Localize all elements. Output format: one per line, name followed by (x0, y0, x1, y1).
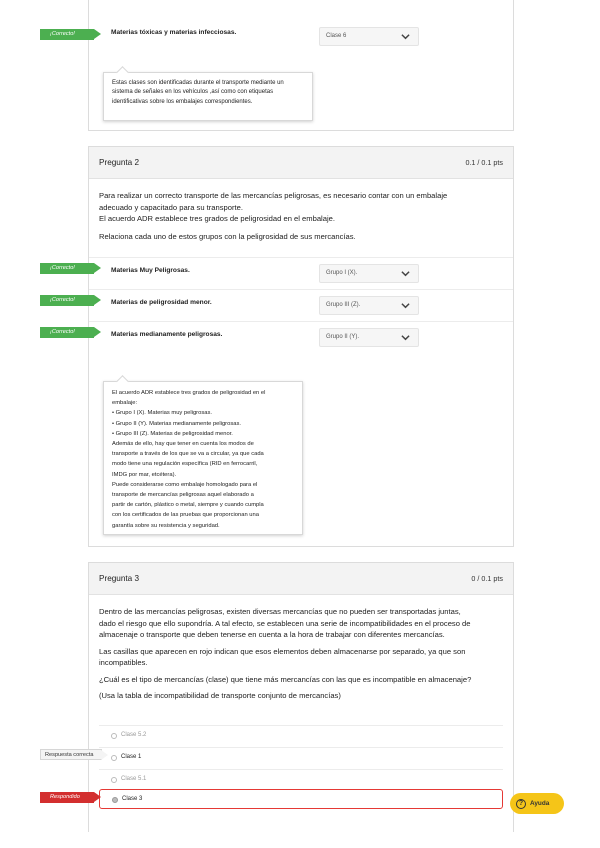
feedback-line: • Grupo II (Y). Materias medianamente peligrosas. (112, 420, 241, 427)
answered-tag: Respondido (40, 792, 94, 803)
question-text: ¿Cuál es el tipo de mercancías (clase) que tiene más mercancías con las que es incompatible en almacenaje? (99, 674, 472, 684)
question-text: dado el riesgo que ello supondría. A tal efecto, se establecen una serie de incompatibilidades en el proceso de (99, 618, 471, 628)
feedback-line: transporte de mercancías peligrosas aquel elaborado a (112, 492, 254, 499)
match-select[interactable] (319, 264, 419, 283)
match-row (89, 289, 513, 319)
match-row-label: Materias de peligrosidad menor. (111, 299, 212, 306)
correct-tag: ¡Correcto! (40, 295, 94, 306)
question-text: adecuado y capacitado para su transporte. (99, 202, 243, 212)
correct-tag: ¡Correcto! (40, 327, 94, 338)
answer-option[interactable] (99, 747, 503, 768)
match-select-value: Grupo II (Y). (326, 334, 360, 340)
chevron-down-icon (401, 269, 410, 278)
feedback-box (103, 381, 303, 535)
match-select[interactable] (319, 328, 419, 347)
feedback-line: embalaje: (112, 400, 138, 407)
feedback-line: • Grupo I (X). Materias muy peligrosas. (112, 410, 212, 417)
match-select-value: Clase 6 (326, 33, 347, 39)
question-text: El acuerdo ADR establece tres grados de peligrosidad en el embalaje. (99, 214, 335, 223)
match-select-value: Grupo I (X). (326, 270, 358, 276)
answer-option-label: Clase 5.2 (121, 732, 147, 738)
question-header (89, 147, 513, 179)
feedback-line: IMDG por mar, etcétera). (112, 471, 177, 478)
match-row (89, 257, 513, 287)
radio-button[interactable] (111, 777, 117, 783)
feedback-text: Estas clases son identificadas durante el transporte mediante un sistema de señales en los vehículos ,así como con etiquetas identificativas sobre los embalajes correspondientes. (112, 80, 284, 105)
answer-option-label: Clase 1 (121, 754, 142, 760)
match-select-value: Grupo III (Z). (326, 302, 361, 308)
question-title: Pregunta 2 (99, 158, 140, 167)
feedback-line: • Grupo III (Z). Materias de peligrosidad menor. (112, 430, 233, 437)
question-1-card (88, 0, 514, 131)
feedback-box (103, 72, 313, 121)
question-text: (Usa la tabla de incompatibilidad de transporte conjunto de mercancías) (99, 691, 341, 700)
answer-option-label: Clase 3 (122, 796, 143, 802)
feedback-line: El acuerdo ADR establece tres grados de peligrosidad en el (112, 390, 266, 396)
answer-option[interactable] (99, 769, 503, 790)
match-select[interactable] (319, 296, 419, 315)
question-text: Para realizar un correcto transporte de las mercancías peligrosas, es necesario contar con un embalaje (99, 191, 448, 200)
feedback-line: Además de ello, hay que tener en cuenta los modos de (112, 441, 254, 448)
answer-option-selected[interactable] (99, 789, 503, 809)
match-row-label: Materias Muy Peligrosas. (111, 267, 190, 274)
feedback-line: garantía sobre su resistencia y seguridad. (112, 522, 220, 529)
question-text: Relaciona cada uno de estos grupos con la peligrosidad de sus mercancías. (99, 231, 356, 241)
correct-answer-tag: Respuesta correcta (40, 749, 102, 760)
feedback-line: partir de cartón, plástico o metal, siempre y cuando cumpla (112, 502, 264, 509)
feedback-line: transporte a través de los que se va a circular, ya que cada (112, 451, 264, 458)
answer-option[interactable] (99, 725, 503, 746)
question-2-card (88, 146, 514, 547)
match-select[interactable] (319, 27, 419, 46)
radio-button-selected[interactable] (112, 797, 118, 803)
question-mark-icon: ? (516, 799, 526, 809)
feedback-line: con los certificados de las pruebas que proporcionan una (112, 512, 259, 519)
question-score: 0 / 0.1 pts (471, 574, 503, 583)
feedback-line: Puede considerarse como embalaje homologado para el (112, 481, 258, 488)
question-score: 0.1 / 0.1 pts (465, 158, 503, 167)
match-row-label: Materias medianamente peligrosas. (111, 331, 223, 338)
correct-tag: ¡Correcto! (40, 263, 94, 274)
question-text: incompatibles. (99, 658, 148, 667)
question-3-card (88, 562, 514, 832)
chevron-down-icon (401, 333, 410, 342)
match-row (89, 321, 513, 351)
chevron-down-icon (401, 301, 410, 310)
question-header (89, 563, 513, 595)
radio-button[interactable] (111, 755, 117, 761)
help-button[interactable] (510, 793, 564, 814)
question-title: Pregunta 3 (99, 574, 140, 583)
match-row-label: Materias tóxicas y materias infecciosas. (111, 29, 237, 36)
answer-option-label: Clase 5.1 (121, 776, 147, 782)
help-button-label: Ayuda (530, 800, 550, 807)
correct-tag: ¡Correcto! (40, 29, 94, 40)
chevron-down-icon (401, 32, 410, 41)
question-text: Dentro de las mercancías peligrosas, existen diversas mercancías que no pueden ser transportadas juntas, (99, 607, 461, 616)
question-text: almacenaje o transporte que deben tenerse en cuenta a la hora de trabajar con diferentes mercancías. (99, 630, 445, 639)
feedback-line: modo tiene una regulación específica (RID en ferrocarril, (112, 461, 258, 468)
radio-button[interactable] (111, 733, 117, 739)
question-text: Las casillas que aparecen en rojo indican que esos elementos deben almacenarse por separado, ya que son (99, 646, 466, 656)
match-row (89, 20, 513, 50)
